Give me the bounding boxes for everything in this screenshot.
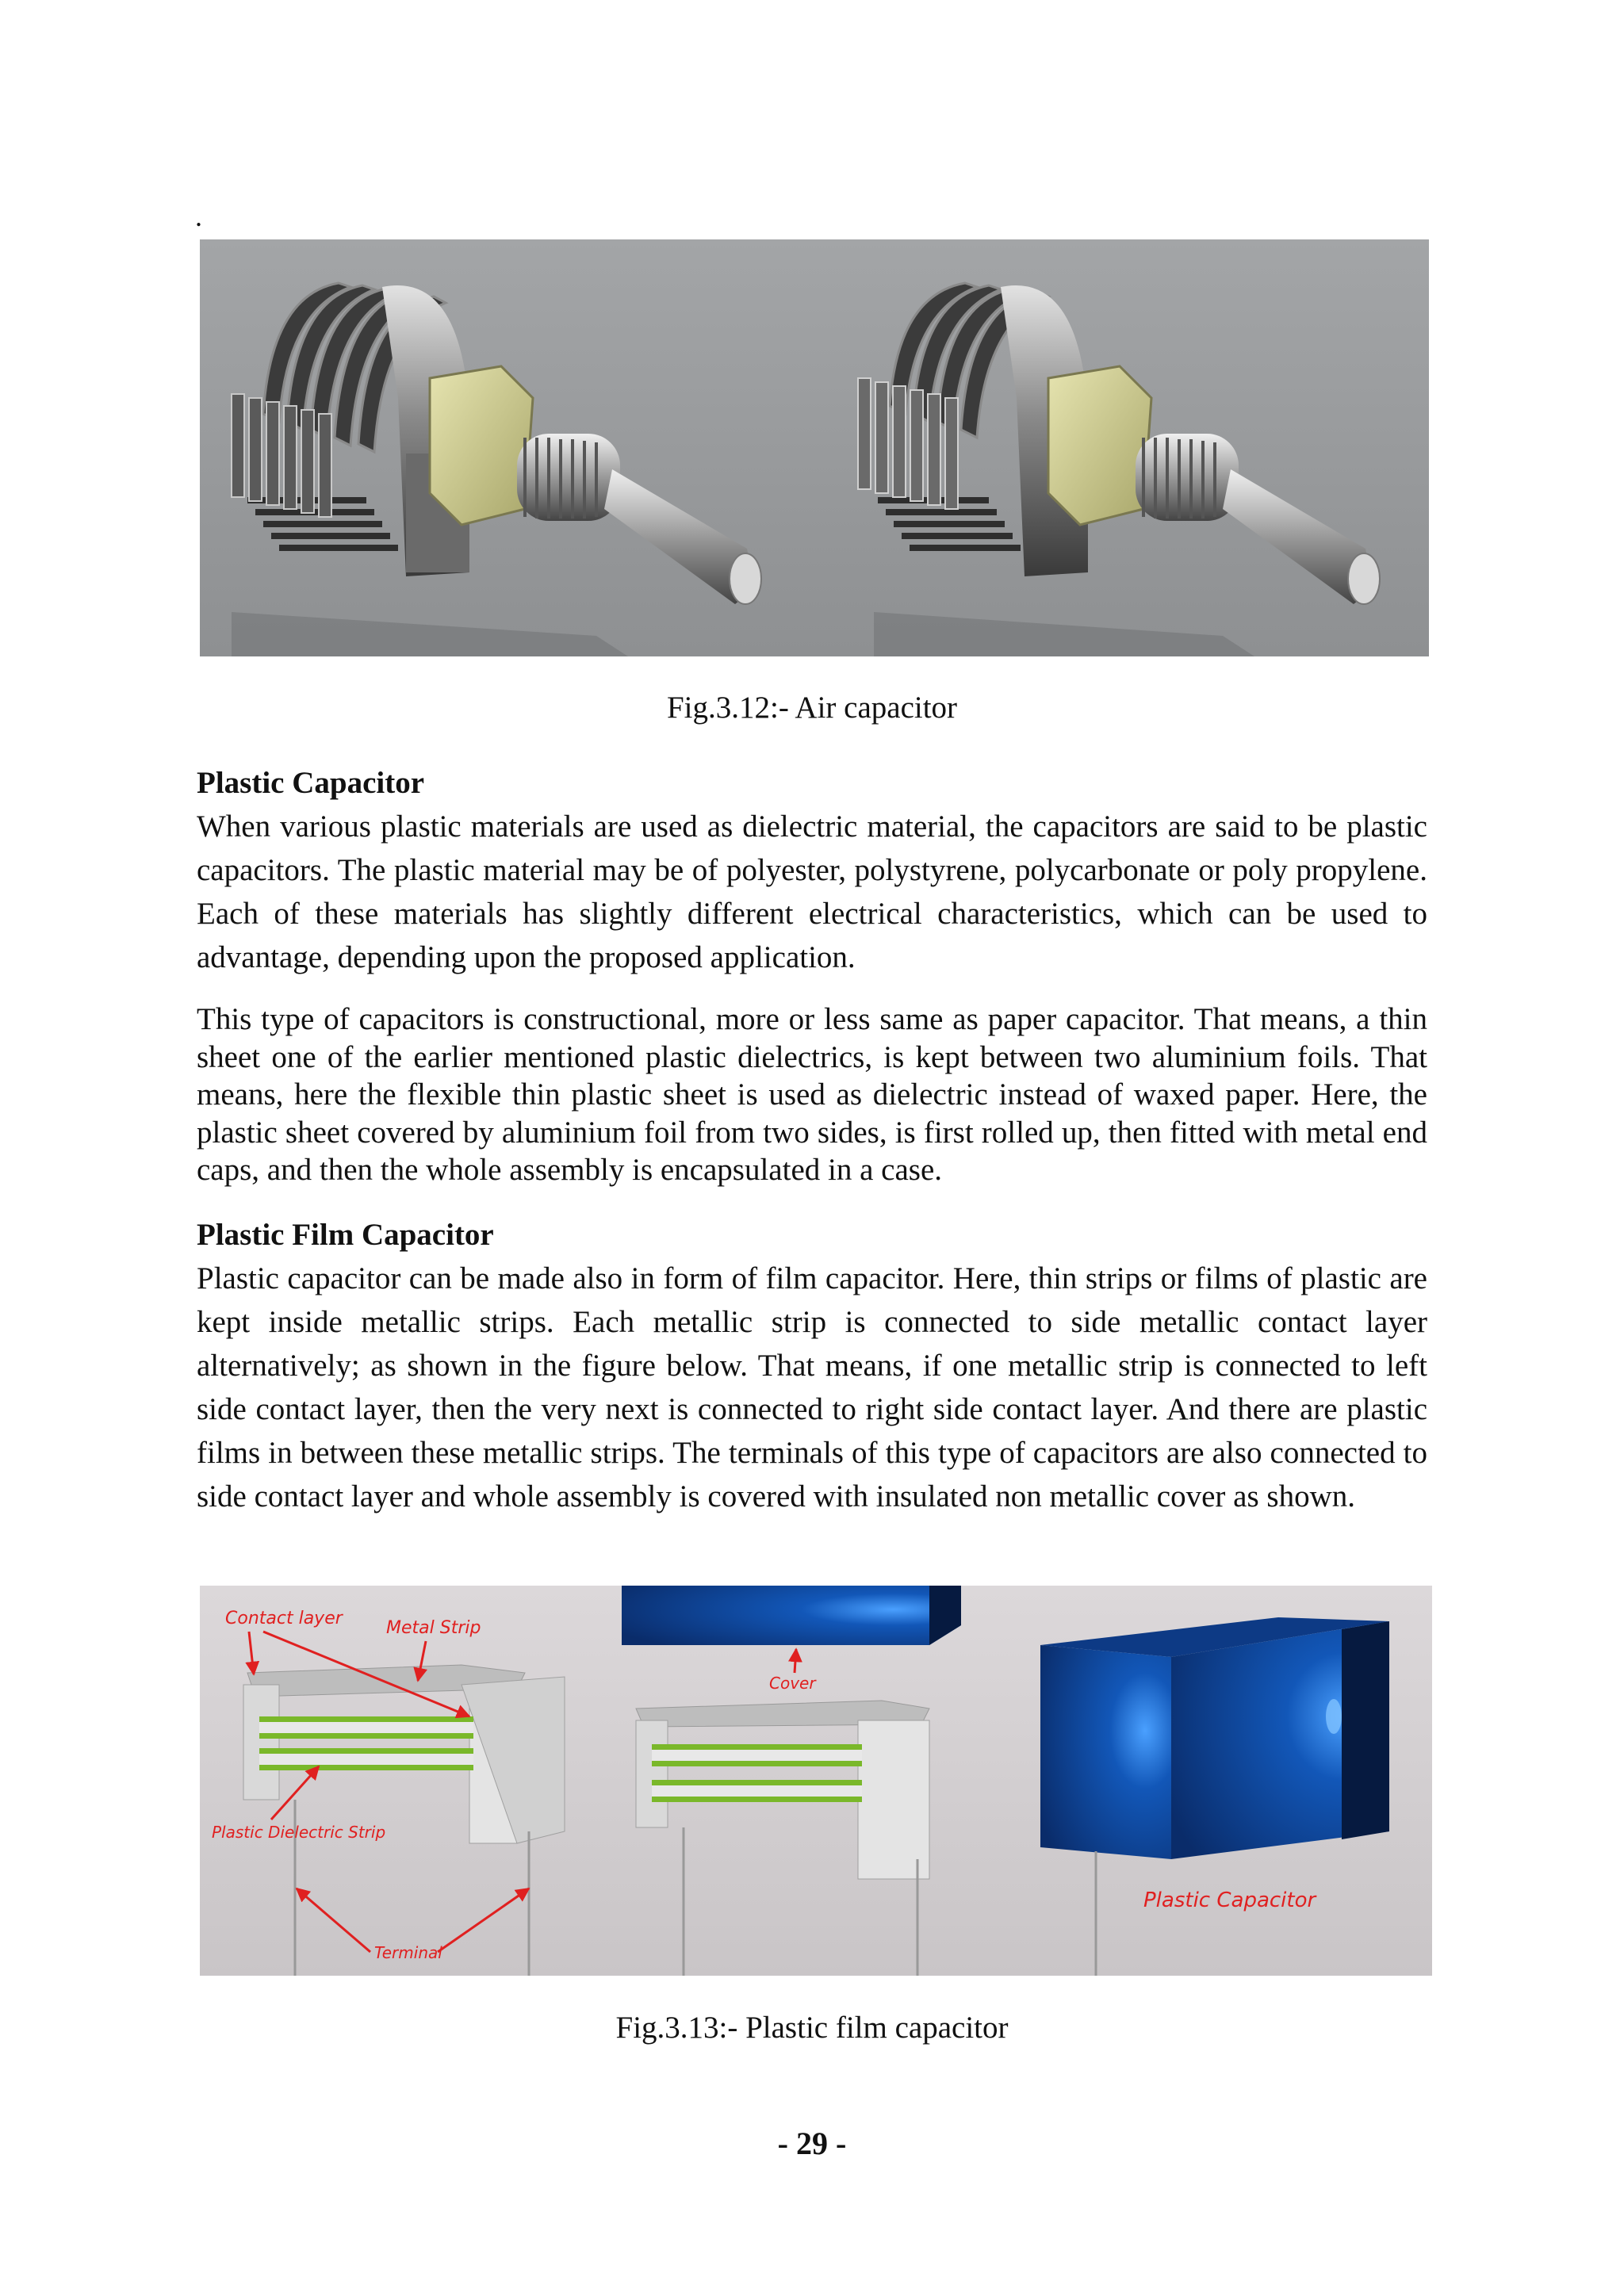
paragraph-construction: This type of capacitors is constructional, more or less same as paper capacitor. That means, a thin sheet one of the earlier mentioned plastic dielectrics, is kept between two aluminium foils. That means, here the flexible thin plastic sheet is used as dielectric instead of waxed paper. Here, the plastic sheet covered by aluminium foil from two sides, is first rolled up, then fitted with metal end caps, and then the whole assembly is encapsulated in a case.: [197, 1002, 1427, 1187]
figure-caption-air-capacitor: Fig.3.12:- Air capacitor: [666, 691, 958, 725]
label-terminal: Terminal: [374, 1943, 442, 1962]
section-plastic-capacitor: [197, 761, 1427, 979]
label-metal-strip: Metal Strip: [386, 1618, 481, 1638]
label-plastic-capacitor: Plastic Capacitor: [1143, 1888, 1316, 1912]
air-capacitor-figure: [200, 239, 1429, 656]
paragraph: Plastic capacitor can be made also in form of film capacitor. Here, thin strips or films of plastic are kept inside metallic strips. Each metallic strip is connected to side metallic contact layer alternatively; as shown in the figure below. That means, if one metallic strip is connected to left side contact layer, then the very next is connected to right side contact layer. And there are plastic films in between these metallic strips. The terminals of this type of capacitors are also connected to side contact layer and whole assembly is covered with insulated non metallic cover as shown.: [197, 1261, 1427, 1513]
label-contact-layer: Contact layer: [225, 1609, 343, 1628]
figure-caption-plastic-film-capacitor: Fig.3.13:- Plastic film capacitor: [615, 2011, 1009, 2045]
section-heading: Plastic Capacitor: [197, 766, 425, 800]
paragraph: When various plastic materials are used as dielectric material, the capacitors are said to be plastic capacitors. The plastic material may be of polyester, polystyrene, polycarbonate or poly propylene. Each of these materials has slightly different electrical characteristics, which can be used to advantage, depending upon the proposed application.: [197, 809, 1427, 974]
page-number: - 29 -: [777, 2126, 847, 2161]
label-cover: Cover: [769, 1674, 816, 1693]
section-heading: Plastic Film Capacitor: [197, 1218, 494, 1252]
section-plastic-film-capacitor: [197, 1213, 1427, 1518]
label-plastic-dielectric-strip: Plastic Dielectric Strip: [212, 1823, 386, 1842]
leading-dot: .: [195, 201, 202, 232]
plastic-film-capacitor-figure: [200, 1586, 1432, 1976]
